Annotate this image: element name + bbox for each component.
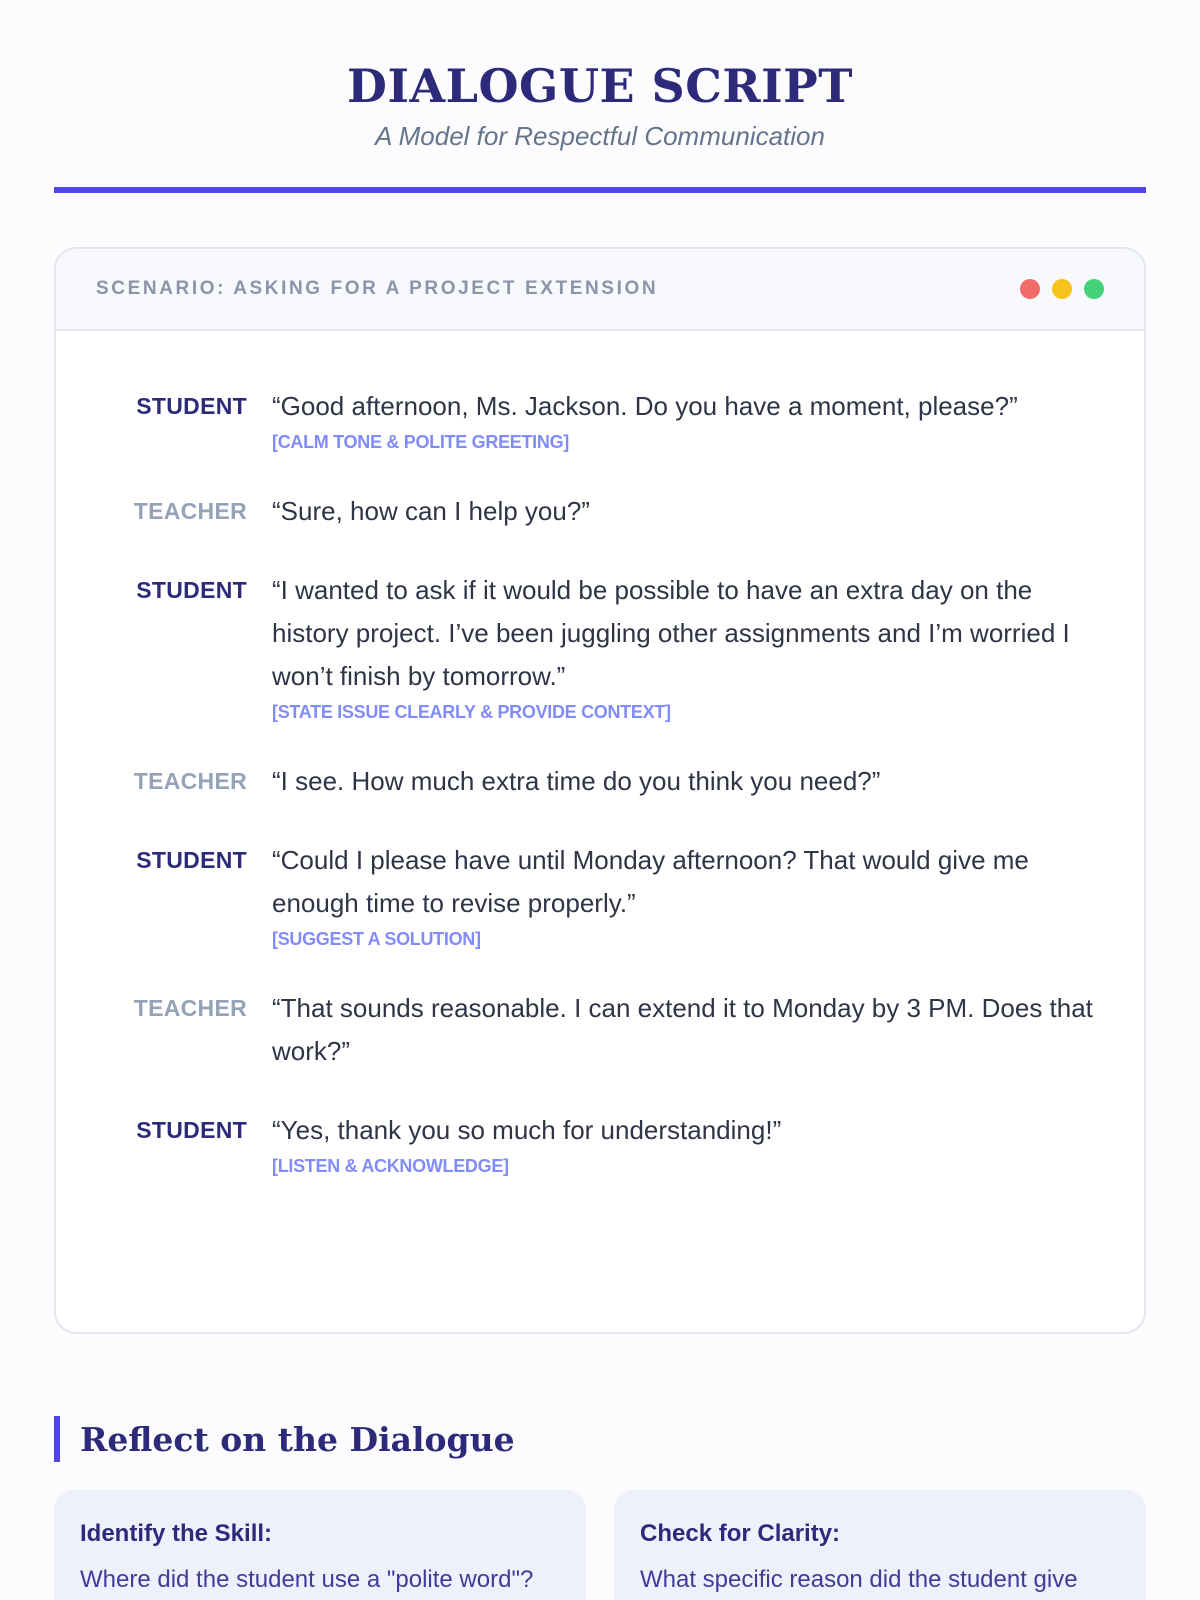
card-title-bar [56,249,1144,331]
speaker-label: STUDENT [136,1117,247,1143]
reflect-title: Reflect on the Dialogue [80,1419,515,1459]
speech [272,1109,1104,1178]
dialogue-quote: “I see. How much extra time do you think you need?” [272,766,881,796]
speaker-label: TEACHER [133,995,247,1021]
reflect-card [54,1490,586,1600]
reflect-cards [54,1490,1146,1600]
skill-cue: [SUGGEST A SOLUTION] [272,929,481,949]
reflect-heading [54,1416,1146,1462]
skill-cue: [LISTEN & ACKNOWLEDGE] [272,1156,509,1176]
scenario-label: SCENARIO: ASKING FOR A PROJECT EXTENSION [96,278,659,299]
speaker-label: STUDENT [136,847,247,873]
speaker-label: STUDENT [136,577,247,603]
speech [272,385,1104,454]
dialogue-card [54,247,1146,1334]
skill-cue: [STATE ISSUE CLEARLY & PROVIDE CONTEXT] [272,702,671,722]
dialogue-line [56,839,1104,951]
dialogue-quote: “Good afternoon, Ms. Jackson. Do you have a moment, please?” [272,391,1018,421]
green-dot-icon [1084,279,1104,299]
dialogue-line [56,569,1104,724]
speaker-label: TEACHER [133,498,247,524]
document-header [54,0,1146,193]
dialogue-quote: “Yes, thank you so much for understanding!” [272,1115,782,1145]
reflect-section [54,1416,1146,1600]
reflect-card-question: What specific reason did the student give [640,1566,1078,1593]
speech [272,490,1104,533]
dialogue-line [56,987,1104,1073]
reflect-card [614,1490,1146,1600]
page-subtitle: A Model for Respectful Communication [375,121,825,151]
window-dots [1020,279,1104,299]
accent-bar [54,1416,60,1462]
dialogue-quote: “Could I please have until Monday afternoon? That would give me enough time to revise properly.” [272,845,1029,918]
speech [272,569,1104,724]
red-dot-icon [1020,279,1040,299]
speaker-label: TEACHER [133,768,247,794]
reflect-card-question: Where did the student use a "polite word"? [80,1566,534,1593]
dialogue-line [56,385,1104,454]
dialogue-quote: “That sounds reasonable. I can extend it to Monday by 3 PM. Does that work?” [272,993,1093,1066]
dialogue-line [56,760,1104,803]
reflect-card-title: Check for Clarity: [640,1520,841,1547]
skill-cue: [CALM TONE & POLITE GREETING] [272,432,569,452]
dialogue-line [56,1109,1104,1178]
yellow-dot-icon [1052,279,1072,299]
reflect-card-title: Identify the Skill: [80,1520,273,1547]
speaker-label: STUDENT [136,393,247,419]
speech [272,839,1104,951]
speech [272,987,1104,1073]
dialogue-quote: “I wanted to ask if it would be possible to have an extra day on the history project. I’ve been juggling other assignments and I’m worried I won’t finish by tomorrow.” [272,575,1070,691]
speech [272,760,1104,803]
dialogue-line [56,490,1104,533]
page-title: DIALOGUE SCRIPT [347,59,853,113]
dialogue-quote: “Sure, how can I help you?” [272,496,590,526]
dialogue-lines [56,331,1144,1178]
